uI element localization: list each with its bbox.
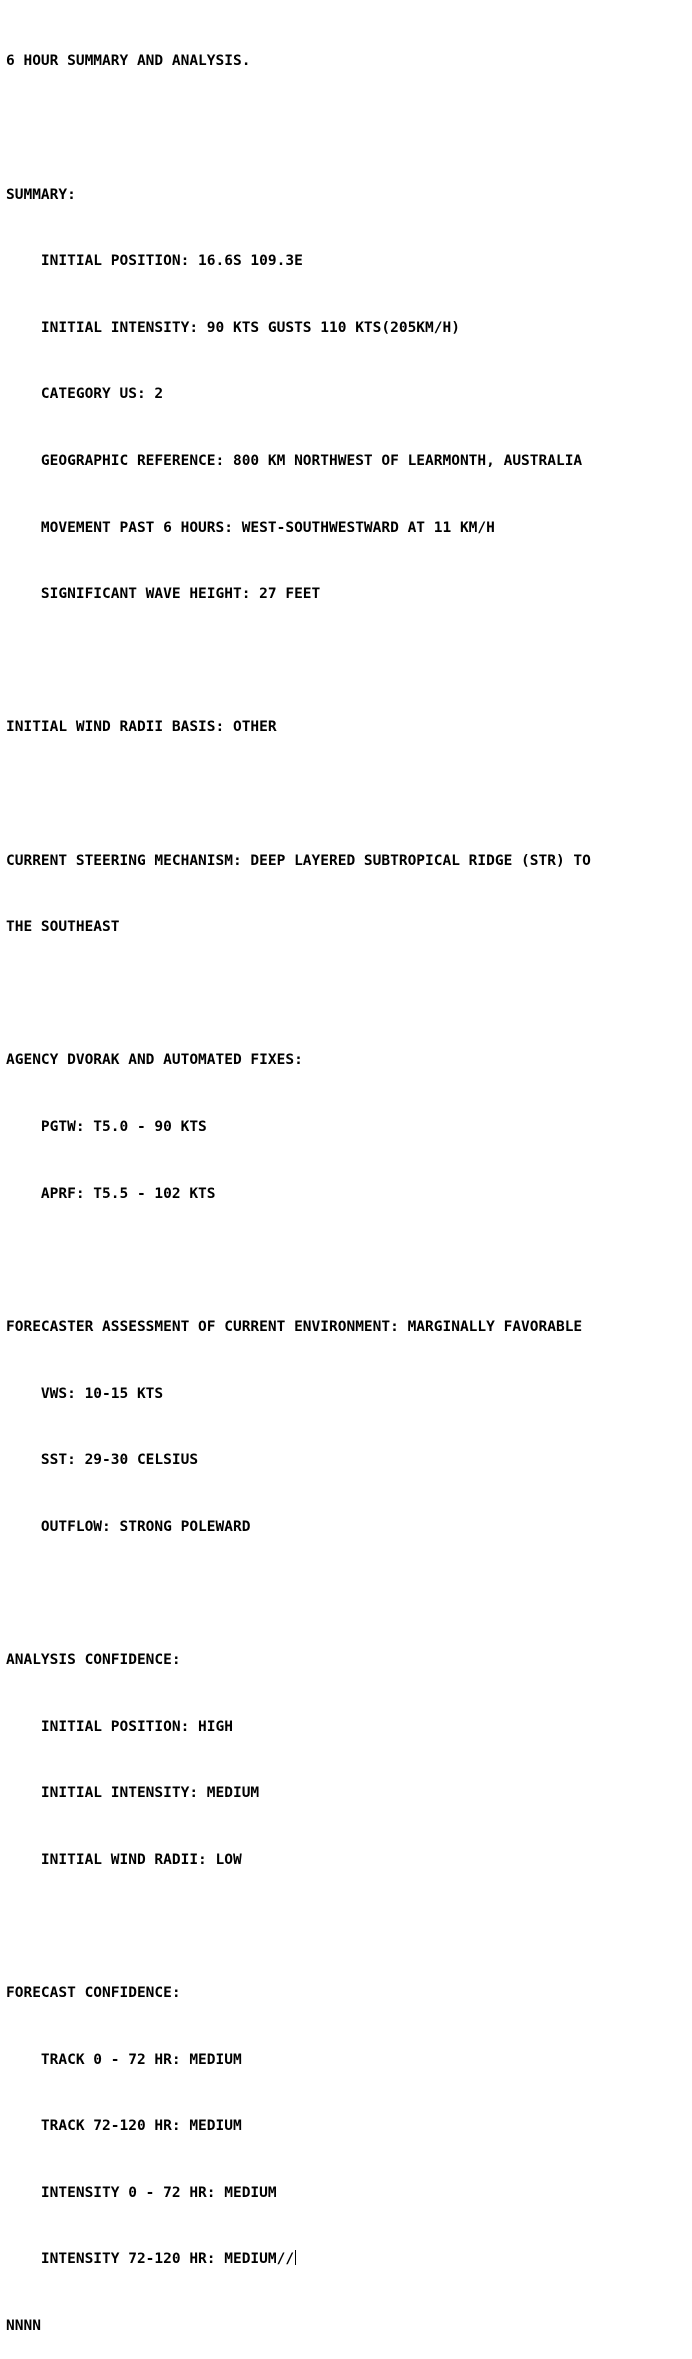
report-line: APRF: T5.5 - 102 KTS xyxy=(6,1185,216,1202)
report-line: MOVEMENT PAST 6 HOURS: WEST-SOUTHWESTWARD AT 11 KM/H xyxy=(6,519,495,536)
report-line: CURRENT STEERING MECHANISM: DEEP LAYERED SUBTROPICAL RIDGE (STR) TO xyxy=(6,852,591,869)
report-line: OUTFLOW: STRONG POLEWARD xyxy=(6,1518,251,1535)
report-line: FORECAST CONFIDENCE: xyxy=(6,1984,181,2001)
report-line: SIGNIFICANT WAVE HEIGHT: 27 FEET xyxy=(6,586,321,603)
report-line: SUMMARY: xyxy=(6,186,76,203)
report-line: INITIAL WIND RADII: LOW xyxy=(6,1851,242,1868)
report-line: INITIAL POSITION: HIGH xyxy=(6,1718,233,1735)
report-line: TRACK 72-120 HR: MEDIUM xyxy=(6,2118,242,2135)
report-line: THE SOUTHEAST xyxy=(6,919,120,936)
report-line: GEOGRAPHIC REFERENCE: 800 KM NORTHWEST OF LEARMONTH, AUSTRALIA xyxy=(6,453,583,470)
report-line: INTENSITY 0 - 72 HR: MEDIUM xyxy=(6,2184,277,2201)
report-line: FORECASTER ASSESSMENT OF CURRENT ENVIRONMENT: MARGINALLY FAVORABLE xyxy=(6,1318,583,1335)
report-line-text: INTENSITY 72-120 HR: MEDIUM// xyxy=(6,2251,295,2268)
report-line xyxy=(6,783,692,805)
report-line xyxy=(6,1582,692,1604)
report-line: INITIAL INTENSITY: 90 KTS GUSTS 110 KTS(205KM/H) xyxy=(6,319,460,336)
report-line: INITIAL WIND RADII BASIS: OTHER xyxy=(6,719,277,736)
report-line: PGTW: T5.0 - 90 KTS xyxy=(6,1119,207,1136)
report-line: INITIAL POSITION: 16.6S 109.3E xyxy=(6,253,303,270)
report-line-with-caret xyxy=(6,2248,692,2270)
report-line: NNNN xyxy=(6,2318,41,2335)
report-line: ANALYSIS CONFIDENCE: xyxy=(6,1651,181,1668)
report-line: CATEGORY US: 2 xyxy=(6,386,164,403)
text-caret xyxy=(295,2250,296,2265)
report-line: SST: 29-30 CELSIUS xyxy=(6,1452,199,1469)
report-line xyxy=(6,650,692,672)
report-line xyxy=(6,1249,692,1271)
report-line: TRACK 0 - 72 HR: MEDIUM xyxy=(6,2051,242,2068)
report-line: VWS: 10-15 KTS xyxy=(6,1385,164,1402)
report-line xyxy=(6,117,692,139)
report-line: AGENCY DVORAK AND AUTOMATED FIXES: xyxy=(6,1052,303,1069)
report-line: INITIAL INTENSITY: MEDIUM xyxy=(6,1785,260,1802)
report-line: 6 HOUR SUMMARY AND ANALYSIS. xyxy=(6,53,251,70)
report-line xyxy=(6,983,692,1005)
report-line xyxy=(6,1915,692,1937)
